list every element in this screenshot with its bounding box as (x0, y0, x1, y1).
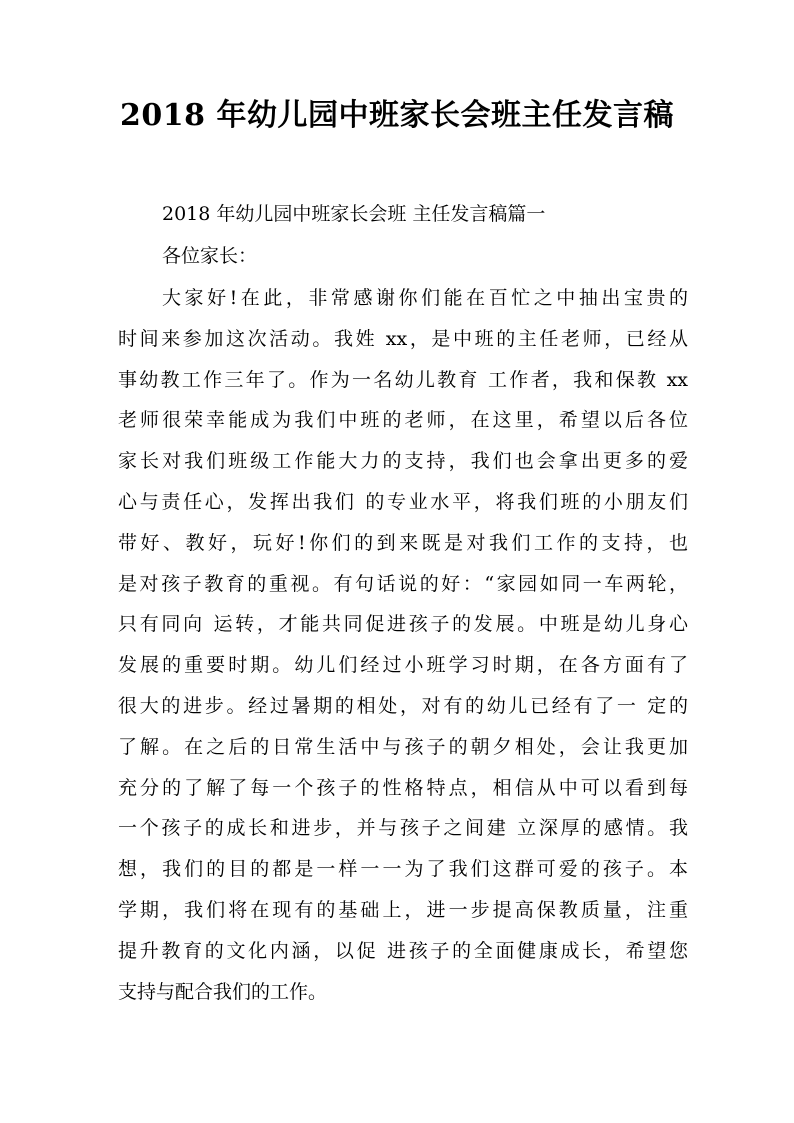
paragraph-line: 发展的重要时期。幼儿们经过小班学习时期，在各方面有了 (118, 654, 688, 677)
paragraph-line: 想，我们的目的都是一样一一为了我们这群可爱的孩子。本 (118, 858, 688, 881)
greeting-line: 各位家长： (162, 245, 258, 267)
paragraph-line: 学期，我们将在现有的基础上，进一步提高保教质量，注重 (118, 898, 688, 921)
paragraph-line: 很大的进步。经过暑期的相处，对有的幼儿已经有了一 定的 (118, 694, 688, 717)
paragraph-line: 是对孩子教育的重视。有句话说的好：“家园如同一车两轮， (118, 572, 688, 595)
paragraph-line: 事幼教工作三年了。作为一名幼儿教育 工作者，我和保教 xx (118, 368, 688, 391)
paragraph-line: 一个孩子的成长和进步，并与孩子之间建 立深厚的感情。我 (118, 817, 688, 840)
document-title: 2018 年幼儿园中班家长会班主任发言稿 (120, 98, 674, 133)
paragraph-line: 只有同向 运转，才能共同促进孩子的发展。中班是幼儿身心 (118, 613, 688, 636)
document-subtitle: 2018 年幼儿园中班家长会班 主任发言稿篇一 (162, 203, 546, 225)
paragraph-line: 老师很荣幸能成为我们中班的老师，在这里，希望以后各位 (118, 409, 688, 432)
paragraph-line: 了解。在之后的日常生活中与孩子的朝夕相处，会让我更加 (118, 735, 688, 758)
body-paragraph (118, 284, 688, 1018)
paragraph-line: 充分的了解了每一个孩子的性格特点，相信从中可以看到每 (118, 776, 688, 799)
paragraph-line: 时间来参加这次活动。我姓 xx，是中班的主任老师，已经从 (118, 327, 688, 350)
paragraph-line: 带好、教好，玩好!你们的到来既是对我们工作的支持，也 (118, 531, 688, 554)
paragraph-line: 家长对我们班级工作能大力的支持，我们也会拿出更多的爱 (118, 450, 688, 473)
paragraph-line: 大家好!在此，非常感谢你们能在百忙之中抽出宝贵的 (162, 287, 688, 309)
paragraph-line: 支持与配合我们的工作。 (118, 980, 328, 1003)
paragraph-line: 心与责任心，发挥出我们 的专业水平，将我们班的小朋友们 (118, 490, 688, 513)
paragraph-line: 提升教育的文化内涵，以促 进孩子的全面健康成长，希望您 (118, 939, 688, 962)
